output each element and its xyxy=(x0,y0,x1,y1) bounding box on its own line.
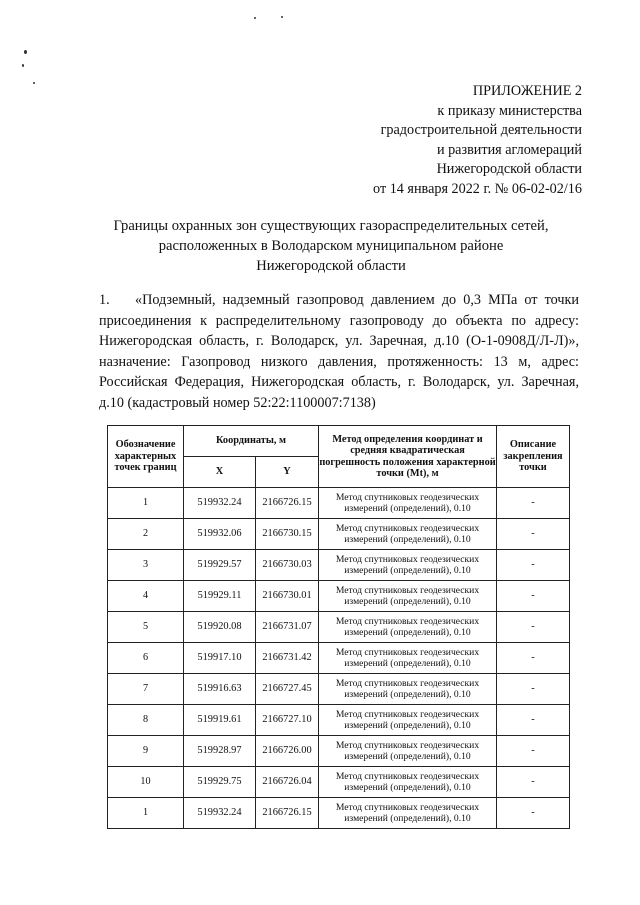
header-line: Нижегородской области xyxy=(436,161,582,178)
cell-y: 2166730.15 xyxy=(256,519,319,550)
cell-point: 5 xyxy=(108,612,184,643)
appendix-label: ПРИЛОЖЕНИЕ 2 xyxy=(472,83,582,99)
table-row xyxy=(108,705,570,736)
item-text: «Подземный, надземный газопровод давлением до 0,3 МПа от точки присоединения к распределительному газопроводу до объекта по адресу: Нижегородская область, г. Володарск, ул. Заречная, д.10 (О-1-0908Д/Л-Л)», назначение: Газопровод низкого давления, протяженность: 13 м, адрес: Российская Федерация, Нижегородская область, г. Володарск, ул. Заречная, д.10 (кадастровый номер 52:22:1100007:7138) xyxy=(99,292,579,411)
cell-y: 2166727.45 xyxy=(256,674,319,705)
cell-x: 519928.97 xyxy=(184,736,256,767)
cell-y: 2166731.42 xyxy=(256,643,319,674)
cell-method: Метод спутниковых геодезических измерений (определений), 0.10 xyxy=(319,581,497,612)
scan-speck xyxy=(33,82,35,84)
cell-y: 2166726.15 xyxy=(256,488,319,519)
cell-point: 1 xyxy=(108,488,184,519)
cell-method: Метод спутниковых геодезических измерений (определений), 0.10 xyxy=(319,643,497,674)
cell-fixing: - xyxy=(497,643,570,674)
table-row xyxy=(108,798,570,829)
scan-speck xyxy=(22,64,24,67)
cell-fixing: - xyxy=(497,612,570,643)
table-row xyxy=(108,488,570,519)
cell-point: 1 xyxy=(108,798,184,829)
cell-y: 2166727.10 xyxy=(256,705,319,736)
scan-speck xyxy=(281,16,283,18)
cell-x: 519932.24 xyxy=(184,488,256,519)
scan-speck xyxy=(24,50,27,54)
scan-speck xyxy=(254,17,256,19)
coordinates-table xyxy=(107,425,570,829)
header-line: к приказу министерства xyxy=(437,102,582,119)
header-coordinates: Координаты, м xyxy=(184,426,319,457)
cell-method: Метод спутниковых геодезических измерений (определений), 0.10 xyxy=(319,767,497,798)
cell-point: 7 xyxy=(108,674,184,705)
item-number: 1. xyxy=(99,292,110,308)
header-line: и развития агломераций xyxy=(436,141,582,158)
cell-x: 519929.11 xyxy=(184,581,256,612)
appendix-header xyxy=(373,82,582,200)
cell-x: 519917.10 xyxy=(184,643,256,674)
cell-method: Метод спутниковых геодезических измерений (определений), 0.10 xyxy=(319,519,497,550)
cell-fixing: - xyxy=(497,705,570,736)
cell-method: Метод спутниковых геодезических измерений (определений), 0.10 xyxy=(319,550,497,581)
header-fixing: Описание закрепления точки xyxy=(497,426,570,488)
cell-y: 2166726.15 xyxy=(256,798,319,829)
cell-method: Метод спутниковых геодезических измерений (определений), 0.10 xyxy=(319,736,497,767)
item-paragraph xyxy=(99,290,579,414)
document-title xyxy=(60,216,602,276)
cell-y: 2166730.01 xyxy=(256,581,319,612)
cell-point: 3 xyxy=(108,550,184,581)
cell-point: 8 xyxy=(108,705,184,736)
cell-method: Метод спутниковых геодезических измерений (определений), 0.10 xyxy=(319,705,497,736)
title-line: расположенных в Володарском муниципальном районе xyxy=(158,238,504,254)
cell-method: Метод спутниковых геодезических измерений (определений), 0.10 xyxy=(319,674,497,705)
cell-fixing: - xyxy=(497,674,570,705)
cell-x: 519919.61 xyxy=(184,705,256,736)
title-line: Границы охранных зон существующих газораспределительных сетей, xyxy=(113,218,549,234)
cell-point: 4 xyxy=(108,581,184,612)
cell-fixing: - xyxy=(497,550,570,581)
cell-point: 6 xyxy=(108,643,184,674)
table-row xyxy=(108,581,570,612)
cell-method: Метод спутниковых геодезических измерений (определений), 0.10 xyxy=(319,488,497,519)
cell-method: Метод спутниковых геодезических измерений (определений), 0.10 xyxy=(319,798,497,829)
cell-fixing: - xyxy=(497,767,570,798)
cell-fixing: - xyxy=(497,488,570,519)
cell-y: 2166730.03 xyxy=(256,550,319,581)
header-method: Метод определения координат и средняя квадратическая погрешность положения характерной точки (Mt), м xyxy=(319,426,497,488)
header-line: от 14 января 2022 г. № 06-02-02/16 xyxy=(373,180,582,197)
cell-y: 2166726.04 xyxy=(256,767,319,798)
table-row xyxy=(108,643,570,674)
cell-x: 519920.08 xyxy=(184,612,256,643)
cell-fixing: - xyxy=(497,581,570,612)
cell-method: Метод спутниковых геодезических измерений (определений), 0.10 xyxy=(319,612,497,643)
cell-point: 10 xyxy=(108,767,184,798)
table-row xyxy=(108,767,570,798)
table-row xyxy=(108,612,570,643)
cell-fixing: - xyxy=(497,519,570,550)
table-row xyxy=(108,519,570,550)
cell-point: 9 xyxy=(108,736,184,767)
title-line: Нижегородской области xyxy=(256,258,406,274)
table-row xyxy=(108,550,570,581)
cell-y: 2166731.07 xyxy=(256,612,319,643)
cell-x: 519932.24 xyxy=(184,798,256,829)
cell-y: 2166726.00 xyxy=(256,736,319,767)
header-x: X xyxy=(184,457,256,488)
cell-x: 519932.06 xyxy=(184,519,256,550)
header-line: градостроительной деятельности xyxy=(380,122,582,139)
table-row xyxy=(108,736,570,767)
cell-x: 519916.63 xyxy=(184,674,256,705)
cell-fixing: - xyxy=(497,798,570,829)
table-row xyxy=(108,674,570,705)
cell-fixing: - xyxy=(497,736,570,767)
cell-x: 519929.75 xyxy=(184,767,256,798)
header-point: Обозначение характерных точек границ xyxy=(108,426,184,488)
cell-x: 519929.57 xyxy=(184,550,256,581)
header-y: Y xyxy=(256,457,319,488)
cell-point: 2 xyxy=(108,519,184,550)
